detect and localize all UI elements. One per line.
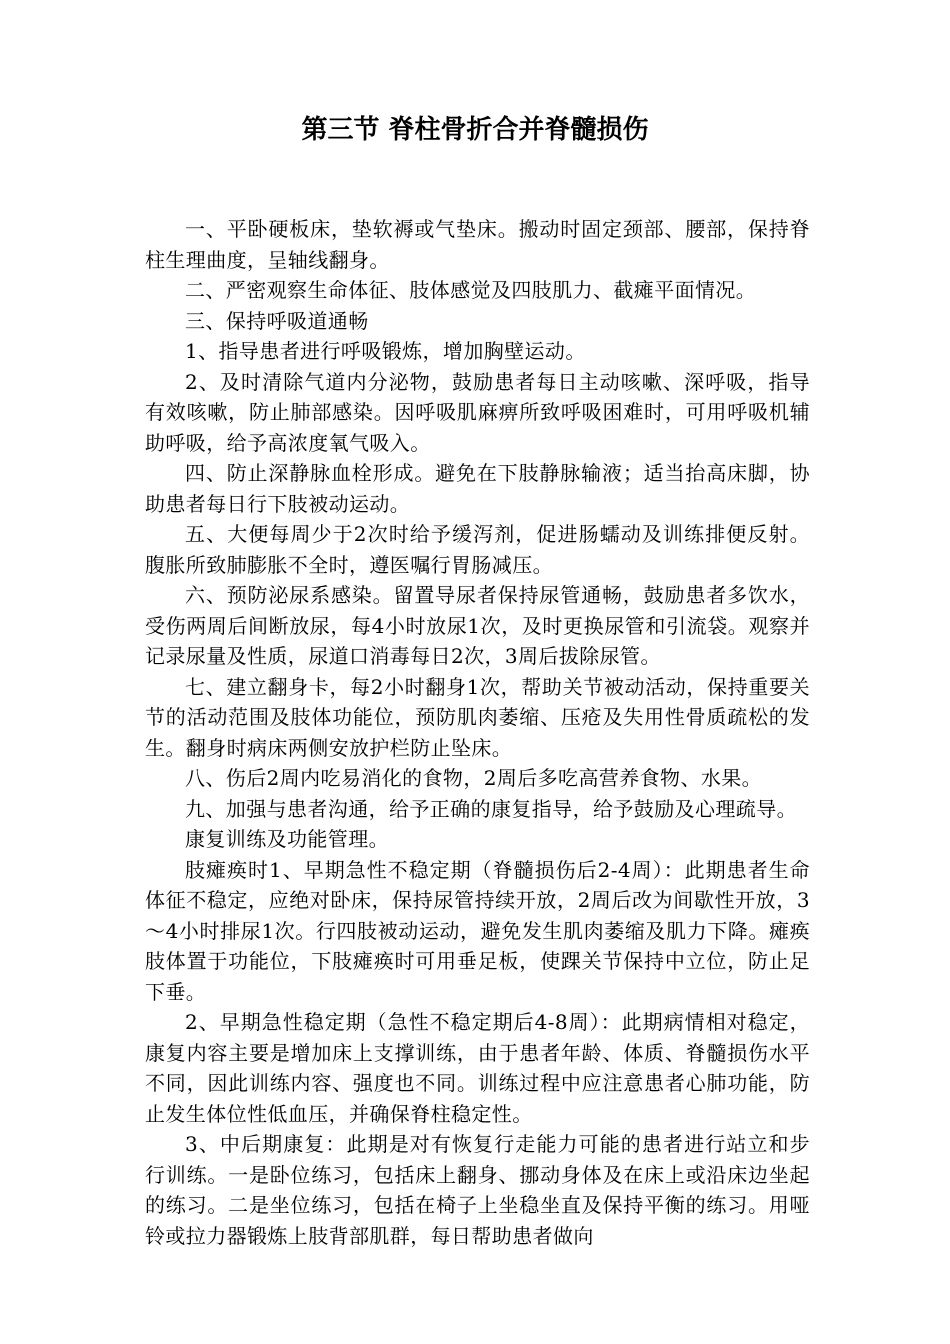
paragraph-rehab-heading: 康复训练及功能管理。 [185,827,389,851]
paragraph-airway-heading: 三、保持呼吸道通畅 [185,308,369,333]
page-title: 第三节 脊柱骨折合并脊髓损伤 [301,115,649,145]
paragraph-observation: 二、严密观察生命体征、肢体感觉及四肢肌力、截瘫平面情况。 [185,278,757,302]
paragraph-secretion-clearance: 2、及时清除气道内分泌物，鼓励患者每日主动咳嗽、深呼吸，指导有效咳嗽，防止肺部感染。因呼吸肌麻痹所致呼吸困难时，可用呼吸机辅助呼吸，给予高浓度氧气吸入。 [145,369,810,455]
paragraph-early-unstable-phase: 肢瘫痪时1、早期急性不稳定期（脊髓损伤后2-4周）：此期患者生命体征不稳定，应绝对卧床，保持尿管持续开放，2周后改为间歇性开放，3～4小时排尿1次。行四肢被动运动，避免发生肌肉萎缩及肌力下降。瘫痪肢体置于功能位，下肢瘫痪时可用垂足板，使踝关节保持中立位，防止足下垂。 [145,857,810,1004]
paragraph-bed-rest: 一、平卧硬板床，垫软褥或气垫床。搬动时固定颈部、腰部，保持脊柱生理曲度，呈轴线翻身。 [145,217,810,272]
paragraph-bowel-care: 五、大便每周少于2次时给予缓泻剂，促进肠蠕动及训练排便反射。腹胀所致肺膨胀不全时，遵医嘱行胃肠减压。 [145,522,810,577]
paragraph-early-stable-phase: 2、早期急性稳定期（急性不稳定期后4-8周）：此期病情相对稳定，康复内容主要是增加床上支撑训练，由于患者年龄、体质、脊髓损伤水平不同，因此训练内容、强度也不同。训练过程中应注意患者心肺功能，防止发生体位性低血压，并确保脊柱稳定性。 [145,1010,810,1126]
paragraph-communication: 九、加强与患者沟通，给予正确的康复指导，给予鼓励及心理疏导。 [185,796,797,821]
paragraph-dvt-prevention: 四、防止深静脉血栓形成。避免在下肢静脉输液；适当抬高床脚，协助患者每日行下肢被动运动。 [145,461,810,516]
paragraph-breathing-exercise: 1、指导患者进行呼吸锻炼，增加胸壁运动。 [185,339,586,363]
paragraph-diet: 八、伤后2周内吃易消化的食物，2周后多吃高营养食物、水果。 [185,766,763,790]
paragraph-late-phase: 3、中后期康复：此期是对有恢复行走能力可能的患者进行站立和步行训练。一是卧位练习，包括床上翻身、挪动身体及在床上或沿床边坐起的练习。二是坐位练习，包括在椅子上坐稳坐直及保持平衡的练习。用哑铃或拉力器锻炼上肢背部肌群，每日帮助患者做向 [145,1132,810,1248]
paragraph-urinary-care: 六、预防泌尿系感染。留置导尿者保持尿管通畅，鼓励患者多饮水，受伤两周后间断放尿，每4小时放尿1次，及时更换尿管和引流袋。观察并记录尿量及性质，尿道口消毒每日2次，3周后拔除尿管。 [145,583,810,668]
paragraph-turning-card: 七、建立翻身卡，每2小时翻身1次，帮助关节被动活动，保持重要关节的活动范围及肢体功能位，预防肌肉萎缩、压疮及失用性骨质疏松的发生。翻身时病床两侧安放护栏防止坠床。 [145,674,810,760]
document-body [145,214,810,1251]
